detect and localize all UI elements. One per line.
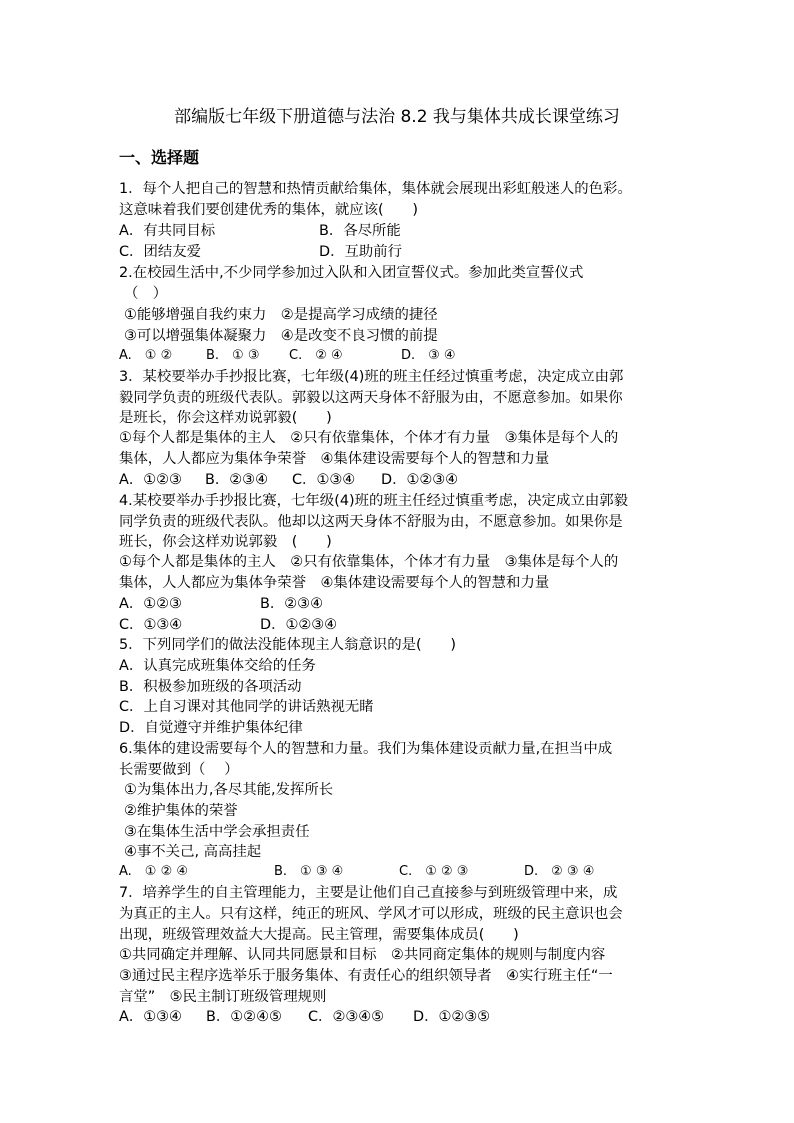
option-c[interactable]: C．团结友爱 [119, 244, 202, 260]
option-a[interactable]: A．有共同目标 [119, 223, 216, 239]
question-7-stem-line: 为真正的主人。只有这样，纯正的班风、学风才可以形成，班级的民主意识也会 [119, 906, 623, 922]
question-4-options-row [119, 594, 323, 614]
option-c[interactable]: C．①③④ [119, 617, 183, 633]
option-c[interactable]: C．②③④⑤ [308, 1009, 385, 1025]
option-a[interactable]: A．①②③ [119, 472, 182, 488]
option-d[interactable]: D. ③ ④ [401, 348, 456, 363]
question-2-options-row [119, 346, 456, 366]
option-b[interactable]: B. ① ③ ④ [274, 864, 344, 879]
question-7-item-line: 言堂” ⑤民主制订班级管理规则 [119, 989, 327, 1005]
question-6-options-row [119, 862, 594, 882]
question-3-item-line: ①每个人都是集体的主人 ②只有依靠集体，个体才有力量 ③集体是每个人的 [119, 430, 619, 446]
question-3-stem-line: 3．某校要举办手抄报比赛，七年级(4)班的班主任经过慎重考虑，决定成立由郭 [119, 369, 624, 385]
question-1-stem-line: 1．每个人把自己的智慧和热情贡献给集体，集体就会展现出彩虹般迷人的色彩。 [119, 181, 632, 197]
question-5-option[interactable]: B．积极参加班级的各项活动 [119, 679, 302, 695]
option-d[interactable]: D．互助前行 [319, 244, 403, 260]
option-a[interactable]: A. ① ② [119, 348, 173, 363]
section-heading: 一、选择题 [119, 148, 200, 167]
question-5-option[interactable]: A．认真完成班集体交给的任务 [119, 658, 316, 674]
option-a[interactable]: A. ① ② ④ [119, 864, 189, 879]
question-2-item-line: ③可以增强集体凝聚力 ④是改变不良习惯的前提 [124, 328, 438, 344]
question-7-item-line: ③通过民主程序选举乐于服务集体、有责任心的组织领导者 ④实行班主任“一 [119, 968, 613, 984]
question-4-item-line: ①每个人都是集体的主人 ②只有依靠集体，个体才有力量 ③集体是每个人的 [119, 554, 619, 570]
option-b[interactable]: B．各尽所能 [319, 223, 401, 239]
question-2-stem-line: （ ） [124, 286, 168, 302]
option-c[interactable]: C．①③④ [292, 472, 356, 488]
question-3-stem-line: 是班长，你会这样劝说郭毅( ) [119, 410, 332, 426]
question-7-options-row [119, 1007, 490, 1027]
question-5-option[interactable]: D．自觉遵守并维护集体纪律 [119, 720, 303, 736]
option-b[interactable]: B. ① ③ [206, 348, 260, 363]
question-4-stem-line: 4.某校要举办手抄报比赛，七年级(4)班的班主任经过慎重考虑，决定成立由郭毅 [119, 493, 629, 509]
option-c[interactable]: C. ② ④ [289, 348, 343, 363]
question-6-stem-line: 长需要做到（ ） [119, 762, 239, 778]
option-b[interactable]: B．②③④ [260, 596, 323, 612]
question-4-stem-line: 同学负责的班级代表队。他却以这两天身体不舒服为由，不愿意参加。如果你是 [119, 514, 623, 530]
question-2-stem-line: 2.在校园生活中,不少同学参加过入队和入团宣誓仪式。参加此类宣誓仪式 [119, 265, 584, 281]
question-7-stem-line: 出现，班级管理效益大大提高。民主管理，需要集体成员( ) [119, 927, 519, 943]
option-a[interactable]: A．①③④ [119, 1009, 182, 1025]
question-1-options-row [119, 242, 402, 262]
option-a[interactable]: A．①②③ [119, 596, 182, 612]
question-3-stem-line: 毅同学负责的班级代表队。郭毅以这两天身体不舒服为由，不愿意参加。如果你 [119, 390, 623, 406]
question-4-options-row [119, 615, 337, 635]
option-d[interactable]: D．①②③⑤ [413, 1009, 491, 1025]
question-6-item-line: ①为集体出力,各尽其能,发挥所长 [124, 782, 334, 798]
question-2-item-line: ①能够增强自我约束力 ②是提高学习成绩的捷径 [124, 307, 438, 323]
question-6-item-line: ③在集体生活中学会承担责任 [124, 824, 310, 840]
document-title: 部编版七年级下册道德与法治 8.2 我与集体共成长课堂练习 [174, 107, 620, 127]
question-7-stem-line: 7．培养学生的自主管理能力，主要是让他们自己直接参与到班级管理中来，成 [119, 885, 618, 901]
question-1-stem-line: 这意味着我们要创建优秀的集体，就应该( ) [119, 202, 419, 218]
question-6-stem-line: 6.集体的建设需要每个人的智慧和力量。我们为集体建设贡献力量,在担当中成 [119, 741, 613, 757]
question-6-item-line: ②维护集体的荣誉 [124, 803, 238, 819]
option-c[interactable]: C. ① ② ③ [399, 864, 469, 879]
option-d[interactable]: D．①②③④ [260, 617, 338, 633]
question-3-options-row [119, 470, 458, 490]
option-b[interactable]: B．②③④ [205, 472, 268, 488]
question-7-item-line: ①共同确定并理解、认同共同愿景和目标 ②共同商定集体的规则与制度内容 [119, 947, 606, 963]
question-6-item-line: ④事不关己, 高高挂起 [124, 844, 262, 860]
option-d[interactable]: D．①②③④ [381, 472, 459, 488]
question-3-item-line: 集体，人人都应为集体争荣誉 ④集体建设需要每个人的智慧和力量 [119, 451, 550, 467]
option-b[interactable]: B．①②④⑤ [206, 1009, 282, 1025]
option-d[interactable]: D. ② ③ ④ [524, 864, 595, 879]
question-4-stem-line: 班长，你会这样劝说郭毅 ( ) [119, 534, 332, 550]
question-1-options-row [119, 221, 401, 241]
question-5-option[interactable]: C．上自习课对其他同学的讲话熟视无睹 [119, 699, 374, 715]
question-5-stem-line: 5．下列同学们的做法没能体现主人翁意识的是( ) [119, 637, 456, 653]
question-4-item-line: 集体，人人都应为集体争荣誉 ④集体建设需要每个人的智慧和力量 [119, 575, 550, 591]
